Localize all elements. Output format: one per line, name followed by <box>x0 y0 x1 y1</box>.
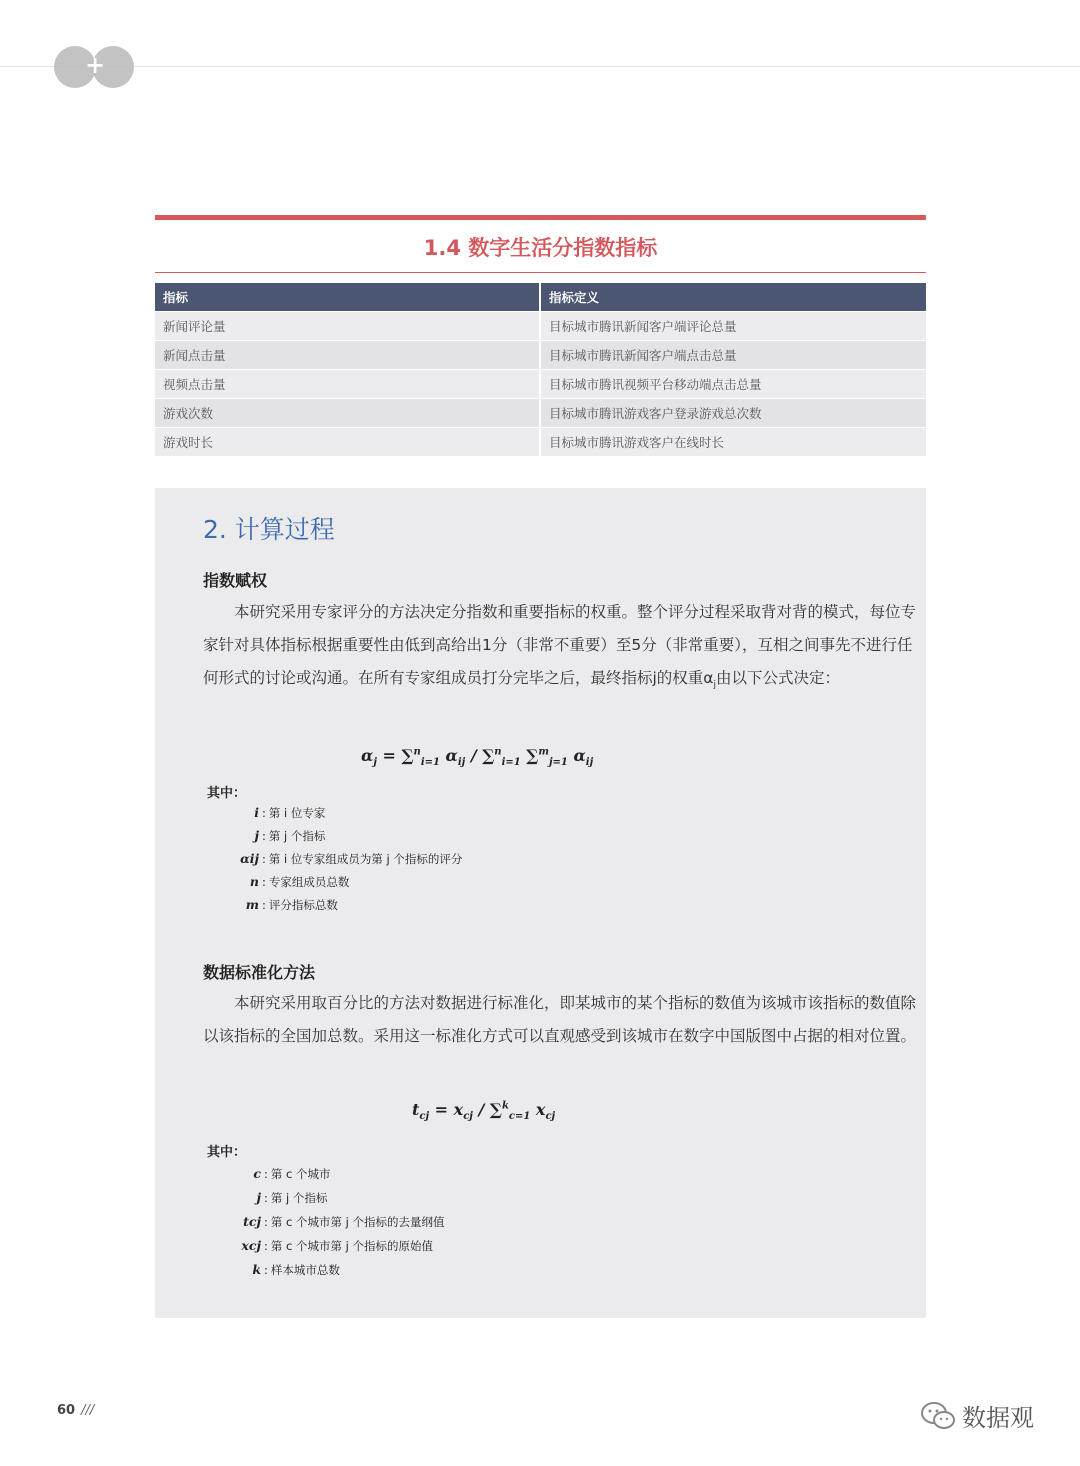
column-header-definition: 指标定义 <box>541 283 926 311</box>
def-symbol: tcj <box>243 1214 261 1229</box>
def-description: 第 j 个指标 <box>270 1191 328 1205</box>
def-description: 第 c 个城市第 j 个指标的去量纲值 <box>270 1215 445 1229</box>
weighting-def-row: j : 第 j 个指标 <box>215 828 325 844</box>
def-symbol: m <box>245 897 259 912</box>
standardization-def-row: c : 第 c 个城市 <box>215 1166 331 1182</box>
weight-formula: $\alpha_j = \sum^n_{i=1}$ $\alpha_{ij} / \sum^n_{i=1}$ ∑$^m_{j=1}$ $\alpha_{ij}$ <box>361 746 594 769</box>
section-heading <box>155 215 926 273</box>
def-symbol: c <box>253 1166 261 1181</box>
definition-cell: 目标城市腾讯视频平台移动端点击总量 <box>541 369 926 398</box>
weighting-where-label: 其中： <box>207 786 247 801</box>
weighting-paragraph <box>203 596 926 702</box>
def-description: 第 i 位专家 <box>268 806 326 820</box>
standardization-paragraph: 本研究采用取百分比的方法对数据进行标准化，即某城市的某个指标的数值为该城市该指标的数值除以该指标的全国加总数。采用这一标准化方式可以直观感受到该城市在数字中国版图中占据的相对位置。 <box>203 994 917 1045</box>
weighting-text: 本研究采用专家评分的方法决定分指数和重要指标的权重。整个评分过程采取背对背的模式，每位专家针对具体指标根据重要性由低到高给出1分（非常不重要）至5分（非常重要），互相之间事先不进行任何形式的讨论或沟通。在所有专家组成员打分完毕之后，最终指标j的权重α <box>203 603 917 687</box>
weighting-def-row: i : 第 i 位专家 <box>215 805 325 821</box>
table-row <box>155 427 926 456</box>
page-marks: /// <box>81 1403 95 1418</box>
indicator-cell: 新闻评论量 <box>155 311 541 340</box>
column-header-indicator: 指标 <box>155 283 541 311</box>
def-description: 样本城市总数 <box>270 1263 340 1277</box>
weighting-def-row: m : 评分指标总数 <box>215 897 338 913</box>
definition-cell: 目标城市腾讯游戏客户登录游戏总次数 <box>541 398 926 427</box>
definition-cell: 目标城市腾讯游戏客户在线时长 <box>541 427 926 456</box>
def-description: 专家组成员总数 <box>268 875 350 889</box>
page-number-value: 60 <box>57 1403 76 1418</box>
table-header-row <box>155 283 926 311</box>
def-description: 第 c 个城市 <box>270 1167 331 1181</box>
weighting-def-row: n : 专家组成员总数 <box>215 874 349 890</box>
weighting-text-tail: 由以下公式决定： <box>716 669 841 687</box>
table-row <box>155 398 926 427</box>
def-description: 第 c 个城市第 j 个指标的原始值 <box>270 1239 434 1253</box>
indicator-cell: 新闻点击量 <box>155 340 541 369</box>
standardization-def-row: tcj : 第 c 个城市第 j 个指标的去量纲值 <box>215 1214 445 1230</box>
indicator-cell: 视频点击量 <box>155 369 541 398</box>
indicator-table <box>155 283 926 456</box>
def-description: 第 j 个指标 <box>268 829 326 843</box>
def-symbol: i <box>254 805 259 820</box>
standardization-def-row: xcj : 第 c 个城市第 j 个指标的原始值 <box>215 1238 433 1254</box>
section-title: 1.4 数字生活分指数指标 <box>423 236 658 260</box>
heading-red-rule <box>155 272 926 273</box>
standardization-def-row: j : 第 j 个指标 <box>215 1190 327 1206</box>
indicator-cell: 游戏时长 <box>155 427 541 456</box>
def-symbol: αij <box>240 851 259 866</box>
def-symbol: j <box>254 828 259 843</box>
wechat-icon <box>920 1401 956 1431</box>
standardization-heading: 数据标准化方法 <box>203 963 316 982</box>
def-symbol: j <box>256 1190 261 1205</box>
table-row <box>155 369 926 398</box>
weighting-def-row: αij : 第 i 位专家组成员为第 j 个指标的评分 <box>215 851 462 867</box>
definition-cell: 目标城市腾讯新闻客户端评论总量 <box>541 311 926 340</box>
weighting-text-sub: j <box>713 680 717 691</box>
standardization-where-label: 其中： <box>207 1145 247 1160</box>
calculation-panel <box>155 488 926 1318</box>
header-rule <box>0 66 1080 67</box>
page-number <box>57 1403 94 1418</box>
calc-title: 2. 计算过程 <box>203 515 335 544</box>
definition-cell: 目标城市腾讯新闻客户端点击总量 <box>541 340 926 369</box>
watermark-text: 数据观 <box>962 1404 1034 1432</box>
standardization-formula: $t_{cj} = x_{cj} / \sum^k_{c=1}$ $x_{cj}$ <box>412 1100 556 1123</box>
weighting-heading: 指数赋权 <box>203 571 268 590</box>
plus-logo-icon: + <box>54 46 136 88</box>
def-symbol: xcj <box>241 1238 261 1253</box>
standardization-def-row: k : 样本城市总数 <box>215 1262 340 1278</box>
table-row <box>155 340 926 369</box>
def-description: 评分指标总数 <box>268 898 338 912</box>
def-description: 第 i 位专家组成员为第 j 个指标的评分 <box>268 852 463 866</box>
def-symbol: k <box>252 1262 261 1277</box>
watermark <box>920 1398 1034 1433</box>
def-symbol: n <box>249 874 259 889</box>
indicator-cell: 游戏次数 <box>155 398 541 427</box>
table-row <box>155 311 926 340</box>
